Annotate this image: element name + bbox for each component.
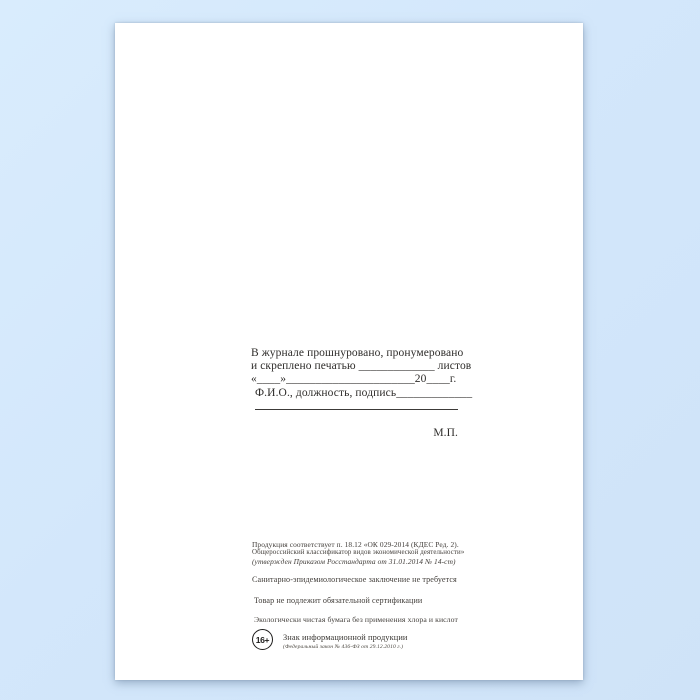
stamp-line-signature: Ф.И.О., должность, подпись_____________ [255,386,473,399]
journal-back-page [115,23,583,680]
stamp-line-date: «____»______________________20____г. [251,373,457,386]
stamp-line-sealed-sheets: и скреплено печатью _____________ листов [251,360,472,373]
compliance-classifier-line: Общероссийский классификатор видов экономической деятельности» [252,549,465,556]
stamp-place-label: М.П. [433,426,458,439]
compliance-standard-line: Продукция соответствует п. 18.12 «ОК 029-2014 (КДЕС Ред. 2). [252,540,459,549]
signature-rule [255,409,458,410]
eco-paper-statement: Экологически чистая бумага без применения хлора и кислот [254,615,458,624]
info-product-mark-title: Знак информационной продукции [283,633,408,642]
compliance-decree-line: (утвержден Приказом Росстандарта от 31.01.2014 № 14-ст) [252,557,456,566]
info-product-mark-law: (Федеральный закон № 436-ФЗ от 29.12.2010 г.) [283,644,404,650]
stamp-line-bound: В журнале прошнуровано, пронумеровано [251,347,464,359]
sanitary-statement: Санитарно-эпидемиологическое заключение не требуется [252,575,457,584]
certification-statement: Товар не подлежит обязательной сертификации [254,596,423,605]
age-rating-label: 16+ [255,634,270,645]
age-rating-16plus-icon [252,629,273,650]
binding-stamp-block [251,347,473,440]
